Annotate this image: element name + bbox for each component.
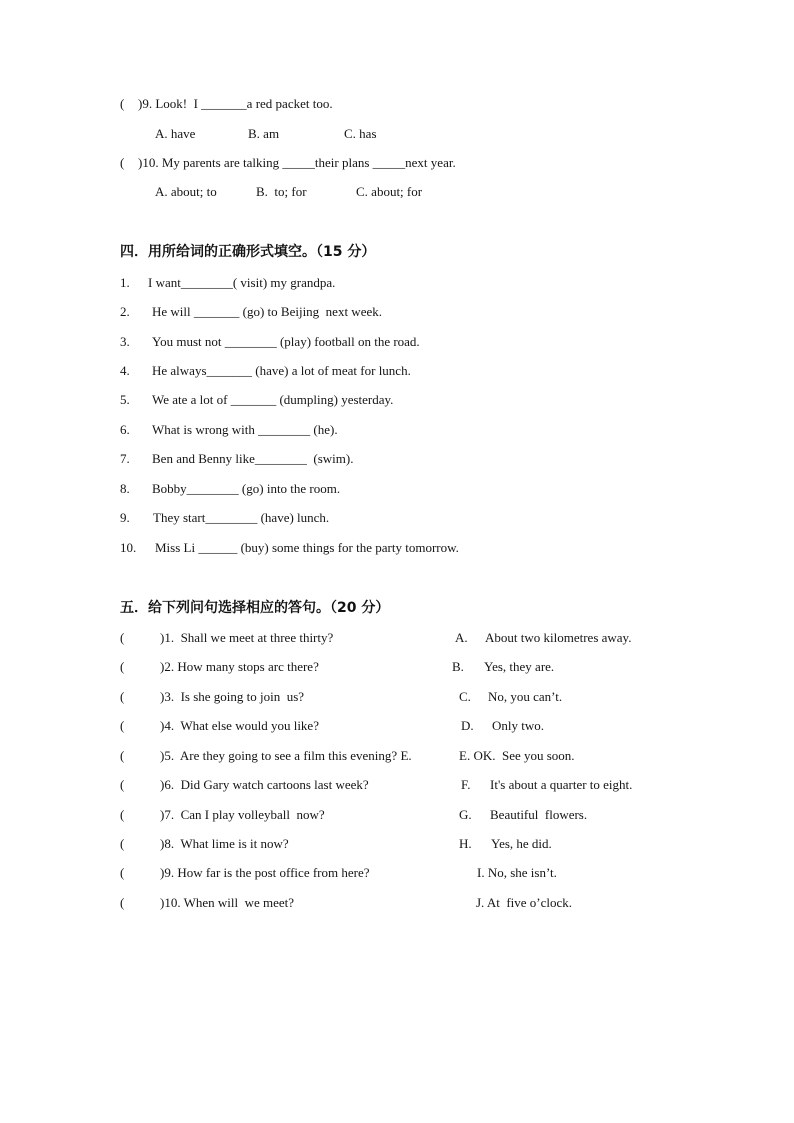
item-number: 4. — [120, 363, 130, 378]
answer-text: Beautiful flowers. — [490, 807, 588, 822]
item-text: Ben and Benny like________ (swim). — [152, 451, 354, 466]
question-text: )4. What else would you like? — [160, 718, 319, 733]
section-4-title: 四．用所给词的正确形式填空。（15 分） — [120, 244, 376, 260]
option-c: C. about; for — [356, 184, 423, 199]
match-row-4 — [0, 718, 794, 734]
question-text: )10. When will we meet? — [160, 895, 295, 910]
option-c: C. has — [344, 126, 377, 141]
question-text: )3. Is she going to join us? — [160, 689, 305, 704]
mc-options-9 — [0, 126, 794, 142]
item-text: Bobby________ (go) into the room. — [152, 481, 341, 496]
answer-paren: ( — [120, 836, 125, 851]
answer-text: Yes, they are. — [484, 659, 555, 674]
answer-letter: F. — [461, 777, 471, 792]
answer-text: E. OK. See you soon. — [459, 748, 575, 763]
answer-letter: A. — [455, 630, 468, 645]
answer-letter: H. — [459, 836, 472, 851]
answer-text: Only two. — [492, 718, 544, 733]
question-text: )8. What lime is it now? — [160, 836, 289, 851]
item-number: 2. — [120, 304, 130, 319]
option-b: B. to; for — [256, 184, 307, 199]
answer-text: No, you can’t. — [488, 689, 563, 704]
section-5-title: 五．给下列问句选择相应的答句。（20 分） — [120, 600, 390, 616]
answer-paren: ( — [120, 630, 125, 645]
match-row-7 — [0, 807, 794, 823]
answer-text: I. No, she isn’t. — [477, 865, 557, 880]
mc-question-10 — [0, 155, 794, 171]
match-row-5 — [0, 748, 794, 764]
mc-question-9 — [0, 96, 794, 112]
item-number: 5. — [120, 392, 130, 407]
fill-item-10 — [0, 540, 794, 556]
answer-text: It's about a quarter to eight. — [490, 777, 633, 792]
item-number: 8. — [120, 481, 130, 496]
item-number: 6. — [120, 422, 130, 437]
fill-item-6 — [0, 422, 794, 438]
item-number: 7. — [120, 451, 130, 466]
item-text: What is wrong with ________ (he). — [152, 422, 338, 437]
answer-text: About two kilometres away. — [485, 630, 632, 645]
answer-letter: B. — [452, 659, 464, 674]
question-text: )6. Did Gary watch cartoons last week? — [160, 777, 369, 792]
answer-paren: ( — [120, 659, 125, 674]
answer-paren: ( — [120, 718, 125, 733]
match-row-2 — [0, 659, 794, 675]
item-number: 9. — [120, 510, 130, 525]
item-text: You must not ________ (play) football on the road. — [152, 334, 420, 349]
answer-letter: C. — [459, 689, 471, 704]
item-text: He always_______ (have) a lot of meat for lunch. — [152, 363, 411, 378]
question-text: )10. My parents are talking _____their plans _____next year. — [138, 155, 456, 170]
fill-item-7 — [0, 451, 794, 467]
answer-paren: ( — [120, 777, 125, 792]
match-row-8 — [0, 836, 794, 852]
answer-paren: ( — [120, 865, 125, 880]
match-row-3 — [0, 689, 794, 705]
option-a: A. about; to — [155, 184, 217, 199]
fill-item-1 — [0, 275, 794, 291]
item-number: 10. — [120, 540, 137, 555]
answer-letter: D. — [461, 718, 474, 733]
question-text: )9. Look! I _______a red packet too. — [138, 96, 333, 111]
item-text: Miss Li ______ (buy) some things for the party tomorrow. — [155, 540, 459, 555]
answer-paren: ( — [120, 689, 125, 704]
answer-paren: ( — [120, 96, 125, 111]
mc-options-10 — [0, 184, 794, 200]
answer-letter: G. — [459, 807, 472, 822]
option-b: B. am — [248, 126, 280, 141]
fill-item-2 — [0, 304, 794, 320]
match-row-6 — [0, 777, 794, 793]
answer-paren: ( — [120, 895, 125, 910]
item-text: I want________( visit) my grandpa. — [148, 275, 336, 290]
answer-paren: ( — [120, 748, 125, 763]
answer-text: J. At five o’clock. — [476, 895, 573, 910]
answer-paren: ( — [120, 155, 125, 170]
question-text: )7. Can I play volleyball now? — [160, 807, 325, 822]
item-text: They start________ (have) lunch. — [153, 510, 330, 525]
question-text: )1. Shall we meet at three thirty? — [160, 630, 334, 645]
question-text: )2. How many stops arc there? — [160, 659, 319, 674]
fill-item-4 — [0, 363, 794, 379]
item-number: 3. — [120, 334, 130, 349]
fill-item-8 — [0, 481, 794, 497]
question-text: )9. How far is the post office from here? — [160, 865, 370, 880]
question-text: )5. Are they going to see a film this evening? E. — [160, 748, 412, 763]
item-text: We ate a lot of _______ (dumpling) yesterday. — [152, 392, 394, 407]
item-text: He will _______ (go) to Beijing next week. — [152, 304, 382, 319]
fill-item-3 — [0, 334, 794, 350]
match-row-9 — [0, 865, 794, 881]
option-a: A. have — [155, 126, 196, 141]
fill-item-9 — [0, 510, 794, 526]
answer-paren: ( — [120, 807, 125, 822]
match-row-10 — [0, 895, 794, 911]
answer-text: Yes, he did. — [491, 836, 552, 851]
match-row-1 — [0, 630, 794, 646]
item-number: 1. — [120, 275, 130, 290]
fill-item-5 — [0, 392, 794, 408]
